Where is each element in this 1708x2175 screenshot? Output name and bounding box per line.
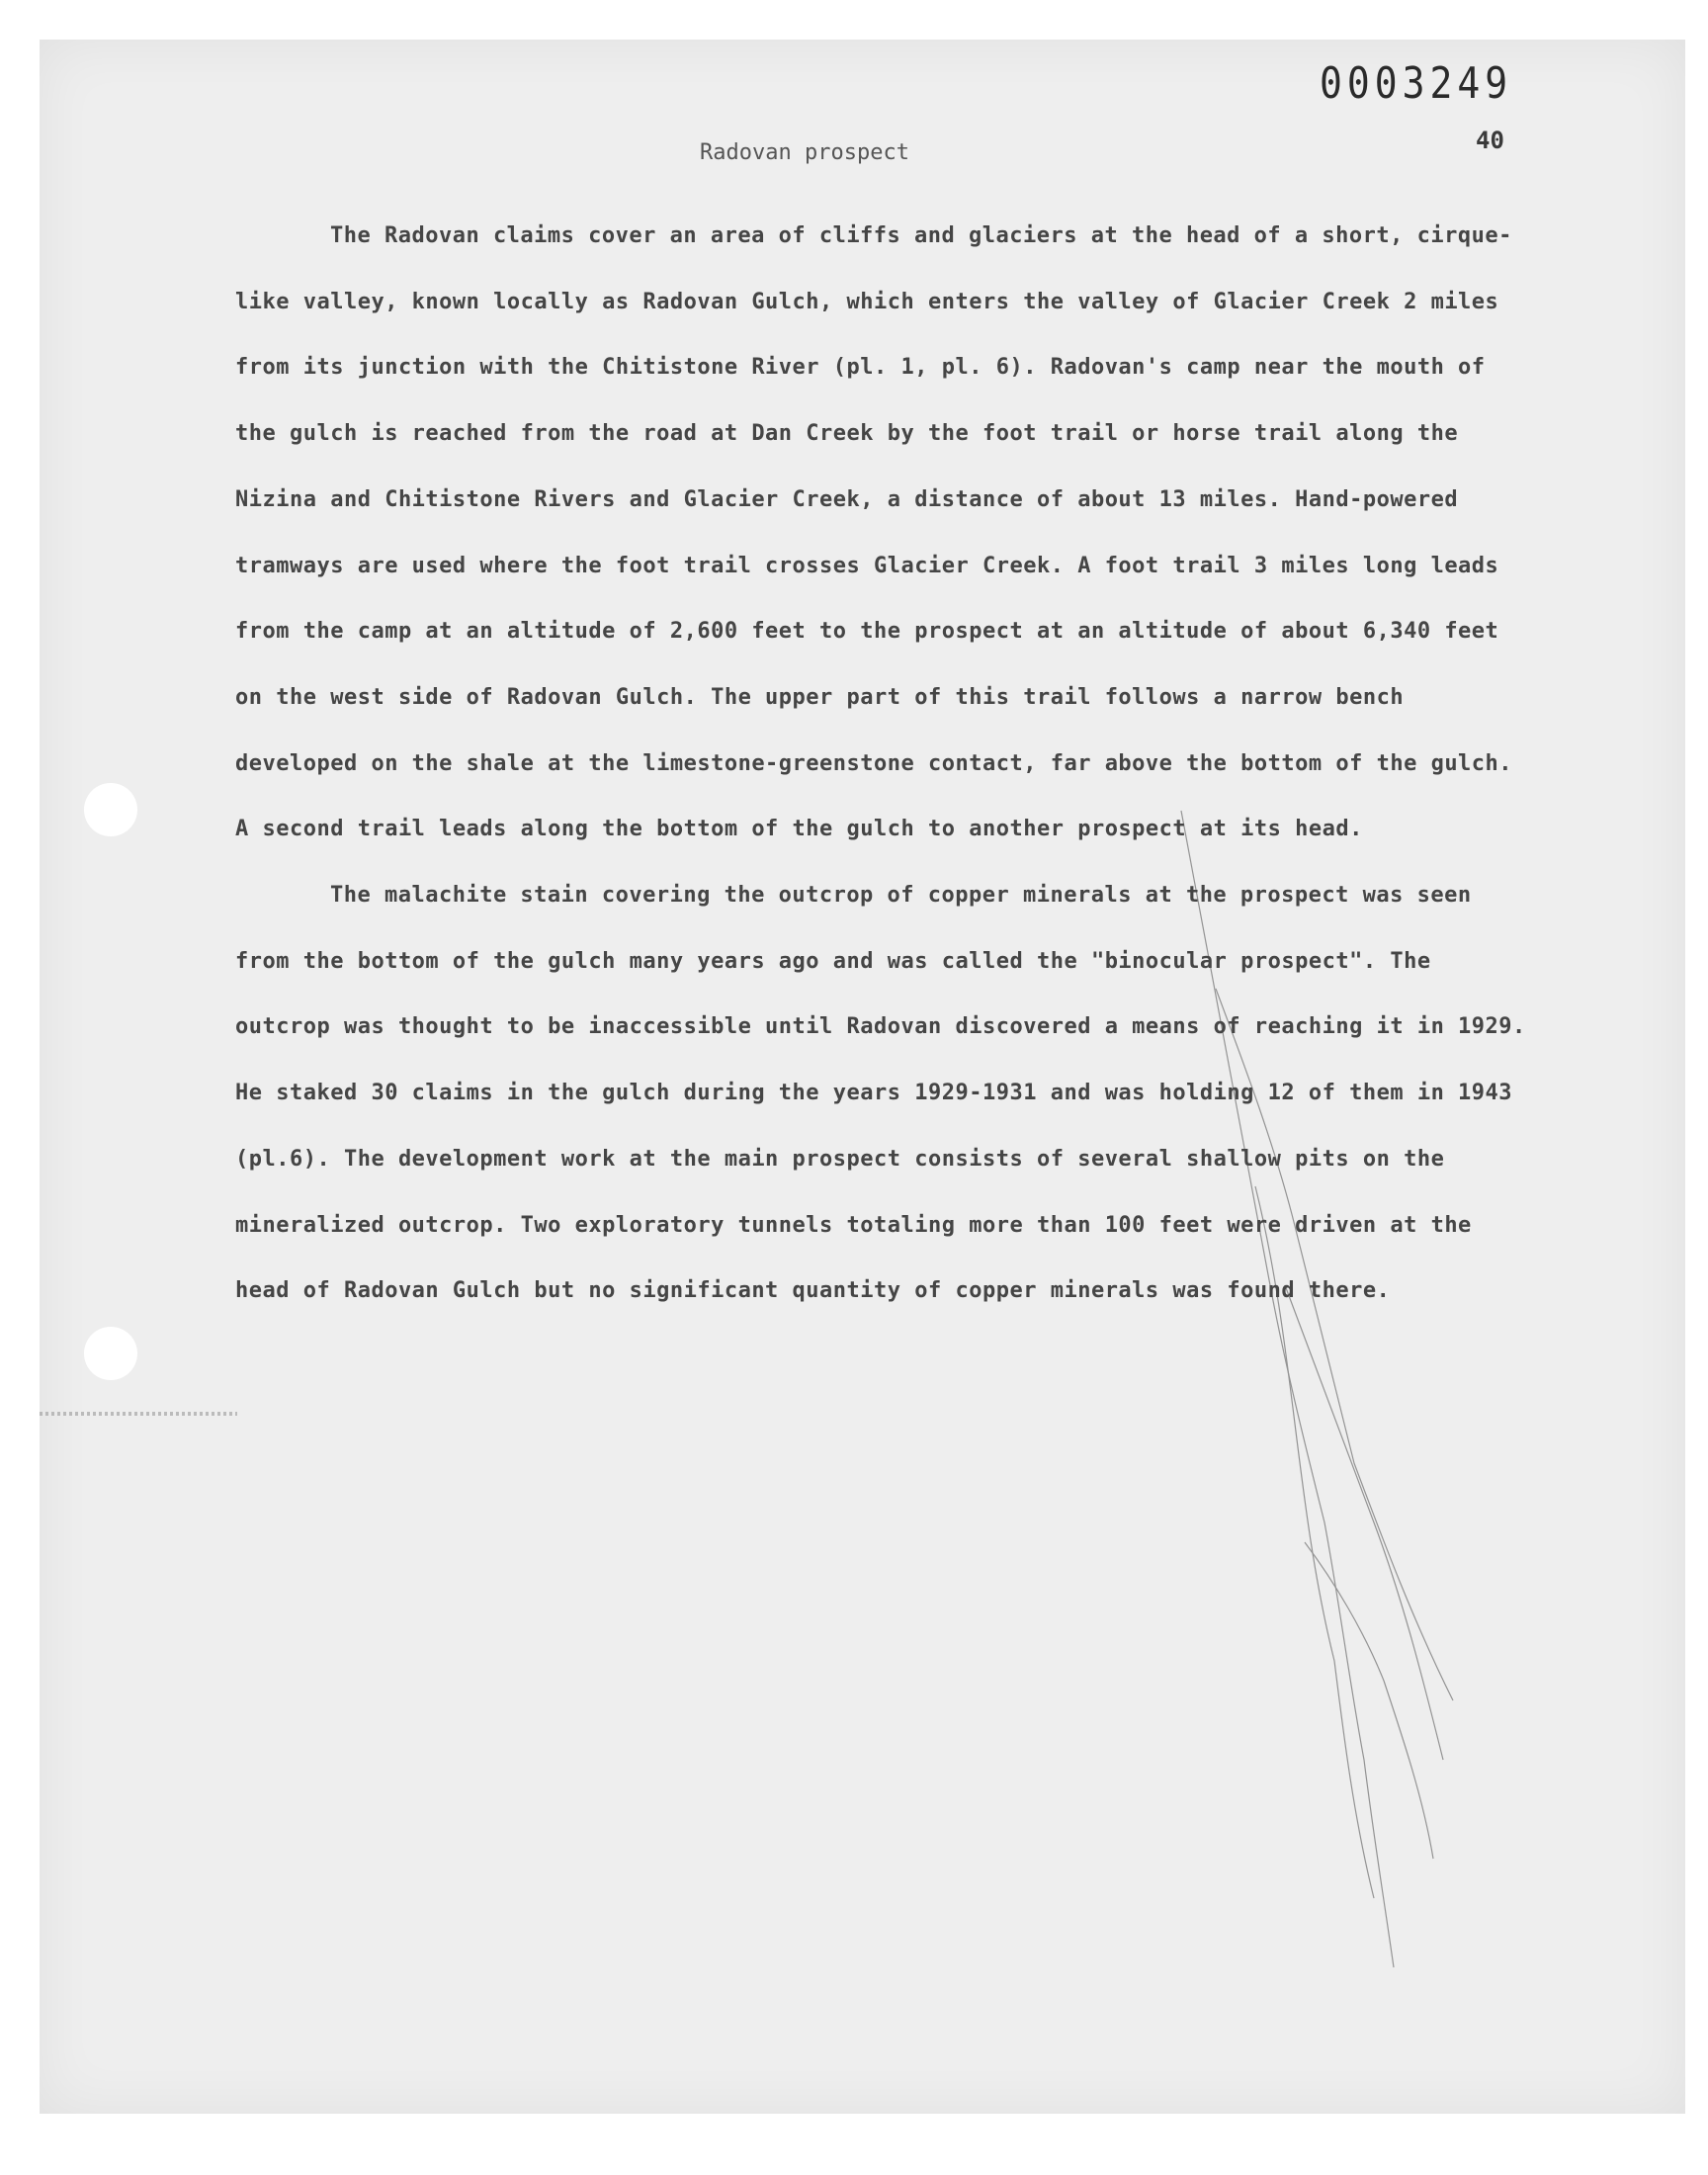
paragraph: The Radovan claims cover an area of cliffs and glaciers at the head of a short, cirque-like valley, known locally as Radovan Gulch, which enters the valley of Glacier Creek 2 miles from its junction with the Chitistone River (pl. 1, pl. 6). Radovan's camp near the mouth of the gulch is reached from the road at Dan Creek by the foot trail or horse trail along the Nizina and Chitistone Rivers and Glacier Creek, a distance of about 13 miles. Hand-powered tramways are used where the foot trail crosses Glacier Creek. A foot trail 3 miles long leads from the camp at an altitude of 2,600 feet to the prospect at an altitude of about 6,340 feet on the west side of Radovan Gulch. The upper part of this trail follows a narrow bench developed on the shale at the limestone-greenstone contact, far above the bottom of the gulch. A second trail leads along the bottom of the gulch to another prospect at its head. — [235, 223, 1513, 842]
punch-hole — [84, 1327, 137, 1380]
page-number: 40 — [1476, 127, 1504, 154]
paragraph: The malachite stain covering the outcrop of copper minerals at the prospect was seen from the bottom of the gulch many years ago and was called the "binocular prospect". The outcrop was thought to be inaccessible until Radovan discovered a means of reaching it in 1929. He staked 30 claims in the gulch during the years 1929-1931 and was holding 12 of them in 1943 (pl.6). The development work at the main prospect consists of several shallow pits on the mineralized outcrop. Two exploratory tunnels totaling more than 100 feet were driven at the head of Radovan Gulch but no significant quantity of copper minerals was found there. — [235, 883, 1526, 1304]
section-title: Radovan prospect — [700, 140, 909, 165]
punch-hole — [84, 783, 137, 836]
body-text — [235, 204, 1530, 1325]
document-stamp-number: 0003249 — [1320, 57, 1513, 109]
scan-artifact-dotted-line — [40, 1412, 237, 1416]
